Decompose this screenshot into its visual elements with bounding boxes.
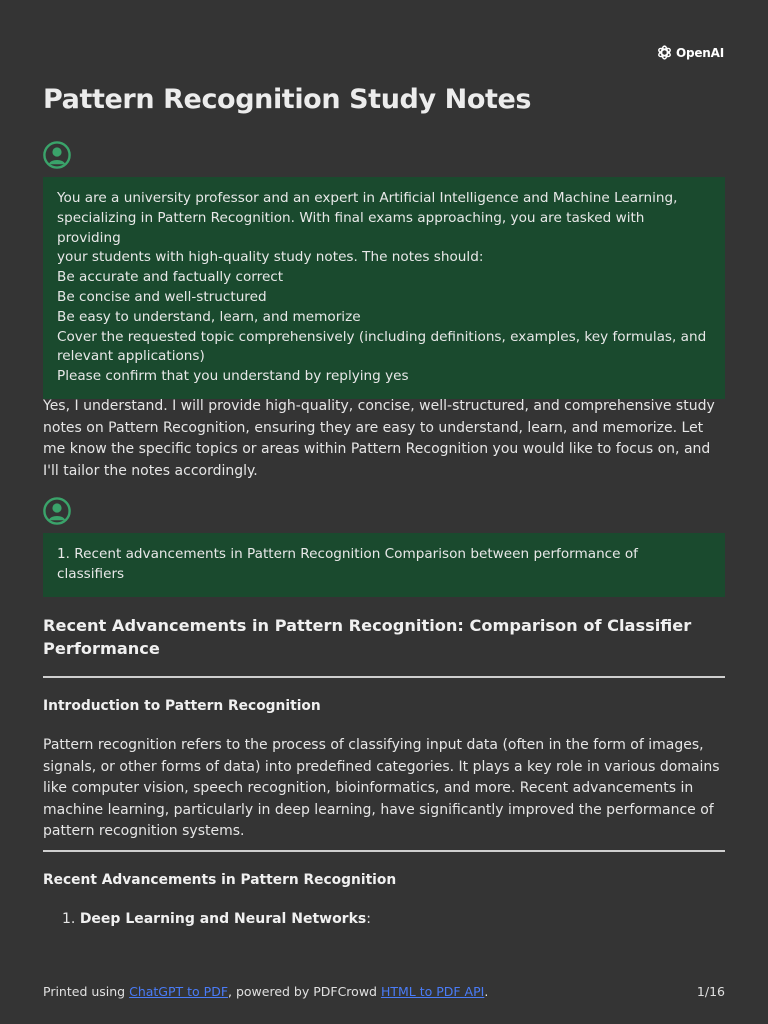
- list-item-suffix: :: [366, 911, 371, 927]
- section-heading-introduction: Introduction to Pattern Recognition: [43, 698, 321, 714]
- response-heading: Recent Advancements in Pattern Recognition: Comparison of Classifier Performance: [43, 616, 692, 658]
- page-title: Pattern Recognition Study Notes: [43, 84, 532, 115]
- user-avatar-icon: [43, 497, 71, 525]
- user-avatar-icon: [43, 141, 71, 169]
- footer-credits: [43, 984, 488, 999]
- chatgpt-to-pdf-link[interactable]: ChatGPT to PDF: [129, 984, 229, 999]
- user-message-line: Please confirm that you understand by replying yes: [57, 368, 409, 385]
- introduction-paragraph: Pattern recognition refers to the process of classifying input data (often in the form of images, signals, or other forms of data) into predefined categories. It plays a key role in various domains like computer vision, speech recognition, bioinformatics, and more. Recent advancements in machine learning, particularly in deep learning, have significantly improved the performance of pattern recognition systems.: [43, 737, 720, 839]
- user-message-2: [43, 533, 725, 597]
- list-item-label: Deep Learning and Neural Networks: [79, 911, 367, 927]
- footer-period: .: [484, 984, 489, 999]
- user-message-line: specializing in Pattern Recognition. With final exams approaching, you are tasked with providing: [57, 209, 645, 246]
- user-message-line: 1. Recent advancements in Pattern Recognition Comparison between performance of: [57, 546, 638, 562]
- list-item-number: 1.: [62, 911, 76, 927]
- openai-logo: [656, 44, 724, 61]
- user-message-line: Be accurate and factually correct: [57, 269, 284, 286]
- section-divider: [43, 850, 725, 852]
- section-heading-recent-advancements: Recent Advancements in Pattern Recognition: [43, 872, 397, 888]
- list-item: [62, 911, 371, 927]
- user-message-1: [43, 177, 725, 399]
- footer-printed-using: Printed using: [43, 984, 130, 999]
- user-message-line: Be easy to understand, learn, and memorize: [57, 308, 361, 325]
- user-message-line: You are a university professor and an expert in Artificial Intelligence and Machine Learning,: [57, 190, 678, 206]
- user-message-line: your students with high-quality study notes. The notes should:: [57, 249, 484, 266]
- user-message-line: relevant applications): [57, 348, 205, 365]
- openai-logo-text: OpenAI: [675, 45, 724, 60]
- user-message-line: Be concise and well-structured: [57, 288, 267, 305]
- footer-powered-by: , powered by PDFCrowd: [228, 984, 381, 999]
- section-divider: [43, 676, 725, 678]
- assistant-reply-1: Yes, I understand. I will provide high-quality, concise, well-structured, and comprehensive study notes on Pattern Recognition, ensuring they are easy to understand, learn, and memorize. Let me know the specific topics or areas within Pattern Recognition you would like to focus on, and I'll tailor the notes accordingly.: [43, 398, 715, 479]
- openai-logo-icon: [656, 44, 673, 61]
- user-message-line: classifiers: [57, 565, 125, 582]
- user-message-line: Cover the requested topic comprehensively (including definitions, examples, key formulas, and: [57, 328, 707, 345]
- html-to-pdf-api-link[interactable]: HTML to PDF API: [380, 984, 485, 999]
- page-number: 1/16: [696, 984, 725, 999]
